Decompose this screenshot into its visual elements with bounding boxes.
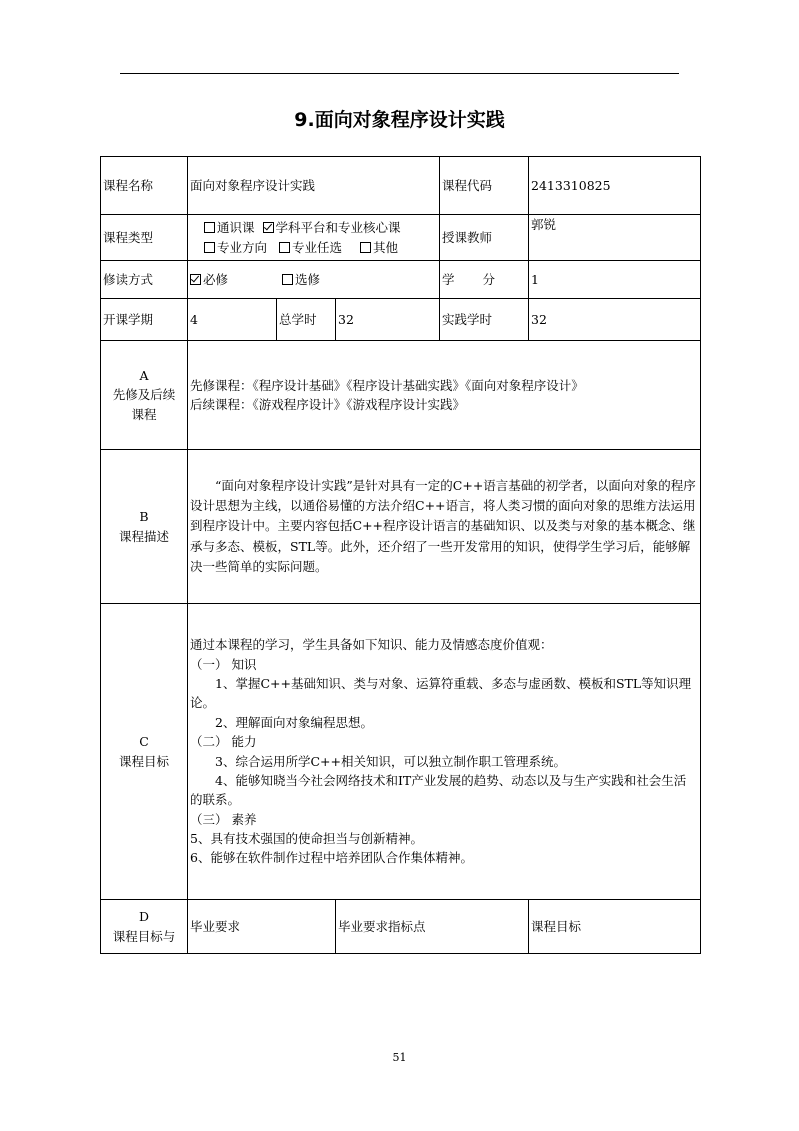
credit-value: 1: [529, 261, 701, 299]
ability-heading: （二） 能力: [190, 734, 257, 750]
credit-label: 学 分: [440, 261, 529, 299]
checkbox-required-checked[interactable]: [190, 274, 201, 285]
section-b-content: [188, 450, 701, 604]
option-elective[interactable]: 专业任选: [279, 238, 342, 257]
course-table: [100, 156, 701, 954]
option-required[interactable]: 必修: [190, 270, 228, 289]
checkbox-elective[interactable]: [279, 242, 290, 253]
section-d: [101, 900, 701, 954]
section-a: [101, 341, 701, 450]
section-a-content: [188, 341, 701, 450]
section-d-label: D 课程目标与: [101, 900, 188, 954]
page-title: 9.面向对象程序设计实践: [294, 109, 505, 131]
teacher-label: 授课教师: [440, 215, 529, 261]
option-optional[interactable]: 选修: [282, 270, 320, 289]
course-name-value: 面向对象程序设计实践: [188, 157, 440, 215]
objective-5: 5、具有技术强国的使命担当与创新精神。: [190, 831, 423, 846]
section-c: [101, 604, 701, 900]
row-hours: [101, 299, 701, 341]
checkbox-general[interactable]: [204, 222, 215, 233]
quality-heading: （三） 素养: [190, 811, 257, 827]
course-type-options: [188, 215, 440, 261]
graduation-indicator-header: 毕业要求指标点: [336, 900, 529, 954]
total-hours-value: 32: [336, 299, 440, 341]
semester-label: 开课学期: [101, 299, 188, 341]
objectives-intro: 通过本课程的学习，学生具备如下知识、能力及情感态度价值观：: [190, 637, 553, 653]
practice-hours-label: 实践学时: [440, 299, 529, 341]
checkbox-other[interactable]: [360, 242, 371, 253]
objective-3: 3、综合运用所学C++相关知识，可以独立制作职工管理系统。: [215, 753, 566, 769]
objective-6: 6、能够在软件制作过程中培养团队合作集体精神。: [190, 850, 473, 866]
teacher-value: 郭锐: [529, 215, 701, 261]
semester-value: 4: [188, 299, 277, 341]
header-rule: [120, 73, 679, 74]
prerequisite-courses: 先修课程：《程序设计基础》《程序设计基础实践》《面向对象程序设计》: [190, 377, 584, 393]
course-code-label: 课程代码: [440, 157, 529, 215]
option-direction[interactable]: 专业方向: [204, 238, 267, 257]
page-number: 51: [392, 1051, 407, 1064]
row-study-mode: [101, 261, 701, 299]
study-mode-options: [188, 261, 440, 299]
section-c-content: [188, 604, 701, 900]
option-general[interactable]: 通识课: [204, 218, 255, 237]
course-name-label: 课程名称: [101, 157, 188, 215]
total-hours-label: 总学时: [277, 299, 336, 341]
course-code-value: 2413310825: [529, 157, 701, 215]
checkbox-optional[interactable]: [282, 274, 293, 285]
checkbox-direction[interactable]: [204, 242, 215, 253]
section-b: [101, 450, 701, 604]
graduation-req-header: 毕业要求: [188, 900, 336, 954]
option-other[interactable]: 其他: [360, 238, 398, 257]
row-course-name: [101, 157, 701, 215]
course-objective-header: 课程目标: [529, 900, 701, 954]
followup-courses: 后续课程：《游戏程序设计》《游戏程序设计实践》: [190, 397, 466, 412]
option-core[interactable]: 学科平台和专业核心课: [263, 218, 401, 237]
course-type-label: 课程类型: [101, 215, 188, 261]
study-mode-label: 修读方式: [101, 261, 188, 299]
checkbox-core-checked[interactable]: [263, 222, 274, 233]
row-course-type: [101, 215, 701, 261]
section-b-label: B 课程描述: [101, 450, 188, 604]
objective-2: 2、理解面向对象编程思想。: [215, 714, 373, 730]
practice-hours-value: 32: [529, 299, 701, 341]
objective-1: 1、掌握C++基础知识、类与对象、运算符重载、多态与虚函数、模板和STL等知识理论。: [190, 676, 692, 711]
section-a-label: A 先修及后续 课程: [101, 341, 188, 450]
course-description: “面向对象程序设计实践”是针对具有一定的C++语言基础的初学者，以面向对象的程序设计思想为主线，以通俗易懂的方法介绍C++语言，将人类习惯的面向对象的思维方法运用到程序设计中。主要内容包括C++程序设计语言的基础知识、以及类与对象的基本概念、继承与多态、模板，STL等。此外，还介绍了一些开发常用的知识，使得学生学习后，能够解决一些简单的实际问题。: [190, 477, 696, 574]
objective-4: 4、能够知晓当今社会网络技术和IT产业发展的趋势、动态以及与生产实践和社会生活的联系。: [190, 772, 687, 808]
section-c-label: C 课程目标: [101, 604, 188, 900]
knowledge-heading: （一） 知识: [190, 656, 257, 672]
